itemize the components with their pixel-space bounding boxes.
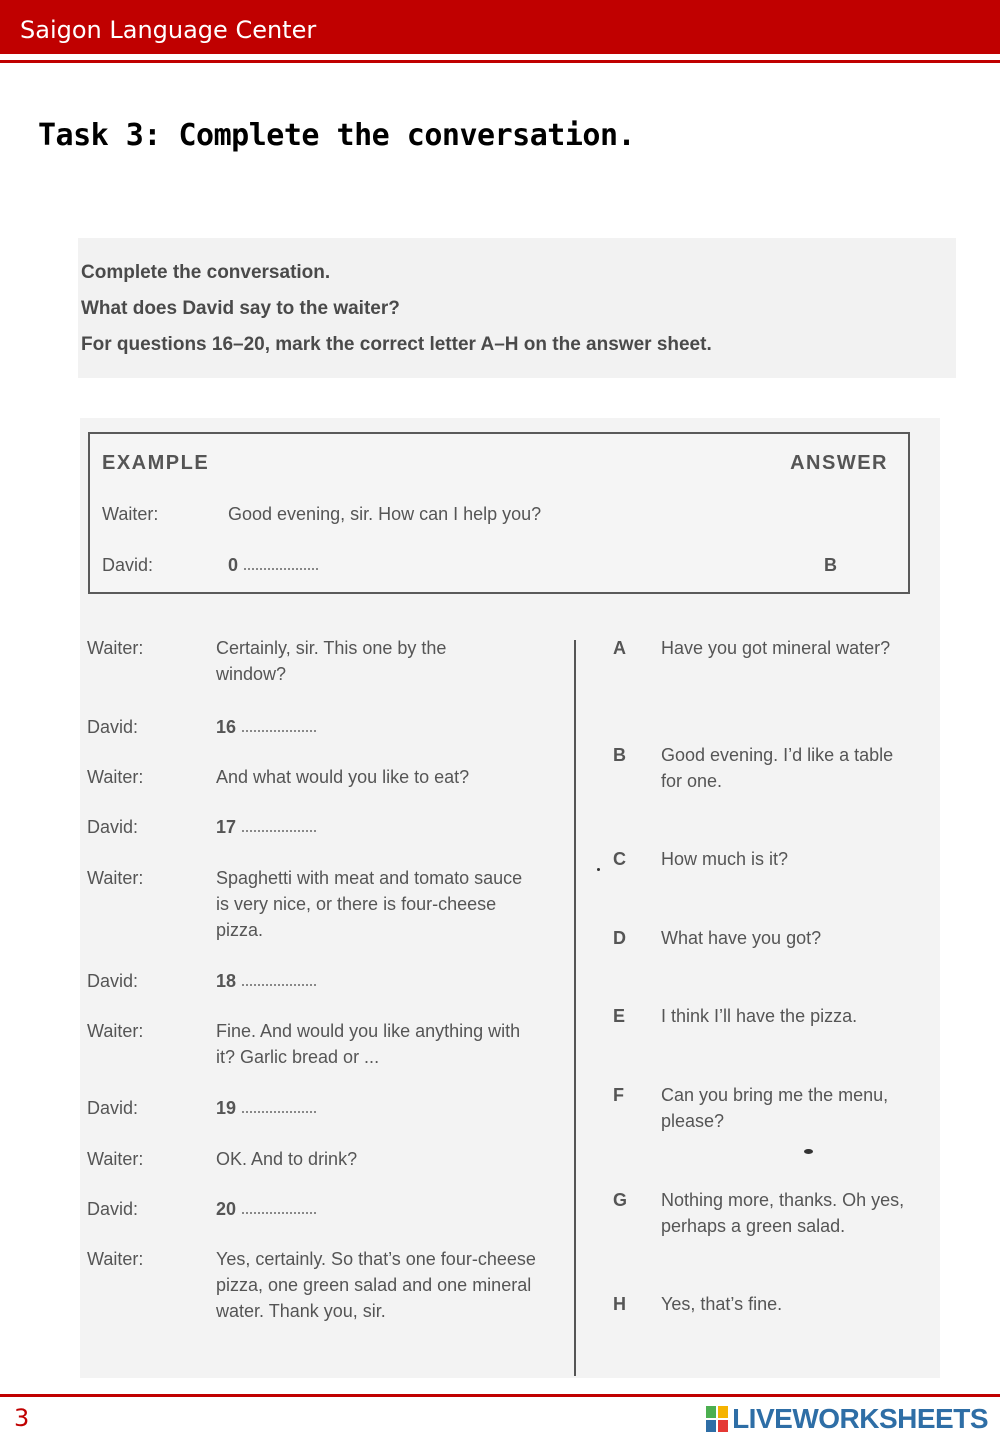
- option-letter: G: [613, 1190, 628, 1210]
- logo-square: [706, 1420, 716, 1432]
- header-divider: [0, 60, 1000, 63]
- option-letter: B: [613, 745, 626, 765]
- brand-name: LIVEWORKSHEETS: [732, 1403, 988, 1434]
- example-waiter-speaker: Waiter:: [102, 504, 159, 524]
- example-answer: B: [824, 555, 837, 575]
- option-letter: F: [613, 1085, 624, 1105]
- dialogue-line: And what would you like to eat?: [216, 767, 470, 787]
- option-letter: D: [613, 928, 626, 948]
- instruction-line-3: For questions 16–20, mark the correct letter A–H on the answer sheet.: [81, 334, 712, 355]
- example-label: EXAMPLE: [102, 452, 210, 474]
- option-letter: E: [613, 1006, 626, 1026]
- question-number: 17: [216, 817, 237, 837]
- logo-square: [718, 1420, 728, 1432]
- scan-speck: [804, 1149, 813, 1154]
- answer-blank-17[interactable]: [242, 830, 316, 832]
- dialogue-speaker: Waiter:: [87, 638, 144, 658]
- example-answer-blank: [244, 568, 318, 570]
- option-text: Yes, that’s fine.: [661, 1294, 783, 1314]
- liveworksheets-logo-icon: [706, 1406, 728, 1432]
- question-number: 18: [216, 971, 237, 991]
- dialogue-line: Certainly, sir. This one by the window?: [216, 638, 447, 684]
- dialogue-speaker: Waiter:: [87, 1249, 144, 1269]
- dialogue-speaker: David:: [87, 1098, 139, 1118]
- option-letter: C: [613, 849, 626, 869]
- task-title: Task 3: Complete the conversation.: [38, 118, 636, 153]
- answer-slot-20: [216, 1196, 316, 1222]
- header-title: Saigon Language Center: [20, 16, 317, 44]
- dialogue-speaker: David:: [87, 1199, 139, 1219]
- example-box: [88, 432, 910, 594]
- answer-slot-16: [216, 714, 316, 740]
- answer-blank-20[interactable]: [242, 1212, 316, 1214]
- example-david-line: [228, 552, 318, 578]
- answer-label: ANSWER: [790, 452, 888, 474]
- answer-blank-18[interactable]: [242, 984, 316, 986]
- dialogue-speaker: Waiter:: [87, 1149, 144, 1169]
- option-letter: H: [613, 1294, 626, 1314]
- column-divider: [574, 640, 576, 1376]
- dialogue-speaker: David:: [87, 717, 139, 737]
- dialogue-speaker: David:: [87, 817, 139, 837]
- option-text: Good evening. I’d like a table for one.: [661, 745, 894, 791]
- dialogue-speaker: Waiter:: [87, 767, 144, 787]
- instruction-line-2: What does David say to the waiter?: [81, 298, 400, 319]
- example-waiter-text: Good evening, sir. How can I help you?: [228, 504, 542, 524]
- exercise-sheet: [80, 418, 940, 1378]
- page-number: 3: [14, 1404, 30, 1432]
- logo-square: [718, 1406, 728, 1418]
- option-text: I think I’ll have the pizza.: [661, 1006, 858, 1026]
- example-question-number: 0: [228, 555, 239, 575]
- question-number: 20: [216, 1199, 237, 1219]
- option-text: What have you got?: [661, 928, 822, 948]
- dialogue-line: Yes, certainly. So that’s one four-cheese pizza, one green salad and one mineral water. Thank you, sir.: [216, 1249, 536, 1321]
- option-text: Nothing more, thanks. Oh yes, perhaps a green salad.: [661, 1190, 905, 1236]
- dialogue-line: Fine. And would you like anything with it? Garlic bread or ...: [216, 1021, 521, 1067]
- dialogue-speaker: Waiter:: [87, 868, 144, 888]
- liveworksheets-brand[interactable]: [706, 1403, 988, 1435]
- answer-slot-19: [216, 1095, 316, 1121]
- answer-slot-18: [216, 968, 316, 994]
- logo-square: [706, 1406, 716, 1418]
- option-text: Can you bring me the menu, please?: [661, 1085, 889, 1131]
- scan-speck: [597, 868, 600, 871]
- question-number: 16: [216, 717, 237, 737]
- question-number: 19: [216, 1098, 237, 1118]
- dialogue-line: OK. And to drink?: [216, 1149, 358, 1169]
- example-david-speaker: David:: [102, 555, 154, 575]
- option-text: How much is it?: [661, 849, 789, 869]
- instructions-box: [78, 238, 956, 378]
- answer-blank-19[interactable]: [242, 1111, 316, 1113]
- dialogue-line: Spaghetti with meat and tomato sauce is very nice, or there is four-cheese pizza.: [216, 868, 523, 940]
- dialogue-speaker: Waiter:: [87, 1021, 144, 1041]
- header-bar: [0, 0, 1000, 54]
- answer-blank-16[interactable]: [242, 730, 316, 732]
- answer-slot-17: [216, 814, 316, 840]
- instruction-line-1: Complete the conversation.: [81, 262, 331, 283]
- dialogue-speaker: David:: [87, 971, 139, 991]
- option-letter: A: [613, 638, 626, 658]
- option-text: Have you got mineral water?: [661, 638, 891, 658]
- footer-divider: [0, 1394, 1000, 1397]
